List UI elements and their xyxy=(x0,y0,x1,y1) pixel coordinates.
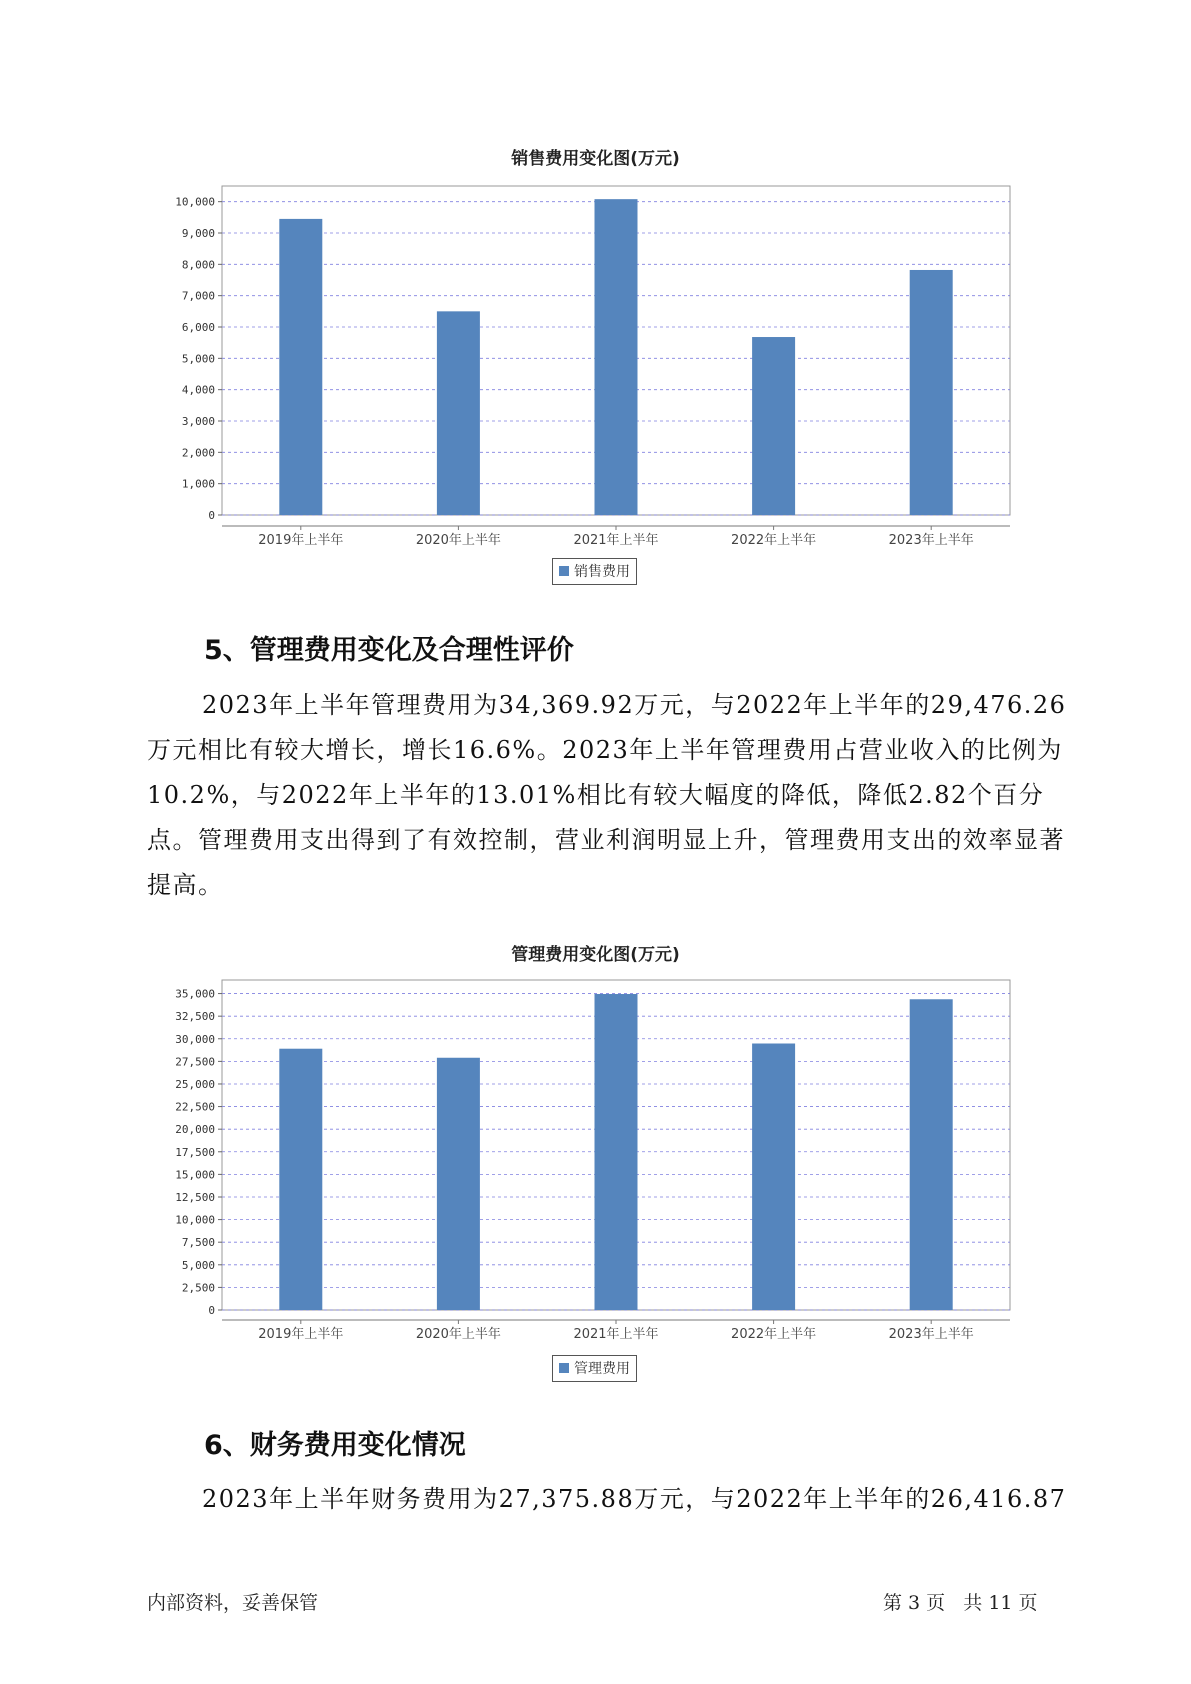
y-tick-label: 27,500 xyxy=(175,1055,215,1069)
sales-chart-title: 销售费用变化图(万元) xyxy=(511,149,680,169)
x-tick-label: 2023年上半年 xyxy=(888,533,974,548)
footer-confidential: 内部资料，妥善保管 xyxy=(147,1592,319,1614)
x-tick-label: 2020年上半年 xyxy=(415,1327,501,1342)
y-tick-label: 10,000 xyxy=(175,195,215,209)
y-tick-label: 30,000 xyxy=(175,1032,215,1046)
footer-page-number: 第 3 页 共 11 页 xyxy=(883,1592,1038,1614)
x-tick-label: 2022年上半年 xyxy=(731,533,817,548)
x-tick-label: 2021年上半年 xyxy=(573,1327,659,1342)
y-tick-label: 22,500 xyxy=(175,1100,215,1114)
section5-paragraph: 2023年上半年管理费用为34,369.92万元，与2022年上半年的29,476.26万元相比有较大增长，增长16.6%。2023年上半年管理费用占营业收入的比例为10.2%，与2022年上半年的13.01%相比有较大幅度的降低，降低2.82个百分点。管理费用支出得到了有效控制，营业利润明显上升，管理费用支出的效率显著提高。 xyxy=(147,691,1067,899)
y-tick-label: 25,000 xyxy=(175,1077,215,1091)
section6-paragraph: 2023年上半年财务费用为27,375.88万元，与2022年上半年的26,416.87 xyxy=(202,1485,1067,1513)
section6-heading: 6、财务费用变化情况 xyxy=(204,1430,466,1461)
x-tick-label: 2022年上半年 xyxy=(731,1327,817,1342)
y-tick-label: 35,000 xyxy=(175,987,215,1001)
y-tick-label: 17,500 xyxy=(175,1145,215,1159)
y-tick-label: 9,000 xyxy=(181,227,215,240)
y-tick-label: 5,000 xyxy=(181,1258,215,1272)
y-tick-label: 8,000 xyxy=(181,258,215,272)
y-tick-label: 0 xyxy=(208,1304,215,1317)
y-tick-label: 0 xyxy=(208,509,215,522)
x-tick-label: 2019年上半年 xyxy=(258,1327,344,1342)
admin-chart-legend xyxy=(552,1355,637,1382)
y-tick-label: 2,500 xyxy=(181,1281,215,1295)
bar xyxy=(752,1044,795,1310)
y-tick-label: 1,000 xyxy=(181,477,215,491)
y-tick-label: 5,000 xyxy=(181,352,215,366)
y-tick-label: 7,000 xyxy=(181,289,215,303)
legend-label: 销售费用 xyxy=(574,564,630,580)
legend-swatch-icon xyxy=(559,1363,569,1373)
x-tick-label: 2019年上半年 xyxy=(258,533,344,548)
y-tick-label: 7,500 xyxy=(181,1236,215,1250)
bar xyxy=(595,994,638,1310)
y-tick-label: 20,000 xyxy=(175,1123,215,1137)
bar xyxy=(910,999,953,1310)
bar xyxy=(279,1049,322,1310)
x-tick-label: 2021年上半年 xyxy=(573,533,659,548)
bar xyxy=(437,1058,480,1310)
y-tick-label: 12,500 xyxy=(175,1190,215,1204)
y-tick-label: 15,000 xyxy=(175,1168,215,1182)
section5-heading: 5、管理费用变化及合理性评价 xyxy=(204,635,574,666)
y-tick-label: 4,000 xyxy=(181,383,215,397)
y-tick-label: 6,000 xyxy=(181,321,215,334)
x-tick-label: 2020年上半年 xyxy=(415,533,501,548)
y-tick-label: 10,000 xyxy=(175,1213,215,1227)
x-tick-label: 2023年上半年 xyxy=(888,1327,974,1342)
legend-label: 管理费用 xyxy=(574,1361,630,1377)
y-tick-label: 3,000 xyxy=(181,415,215,428)
y-tick-label: 32,500 xyxy=(175,1010,215,1024)
y-tick-label: 2,000 xyxy=(181,446,215,460)
admin-chart-title: 管理费用变化图(万元) xyxy=(511,945,680,965)
